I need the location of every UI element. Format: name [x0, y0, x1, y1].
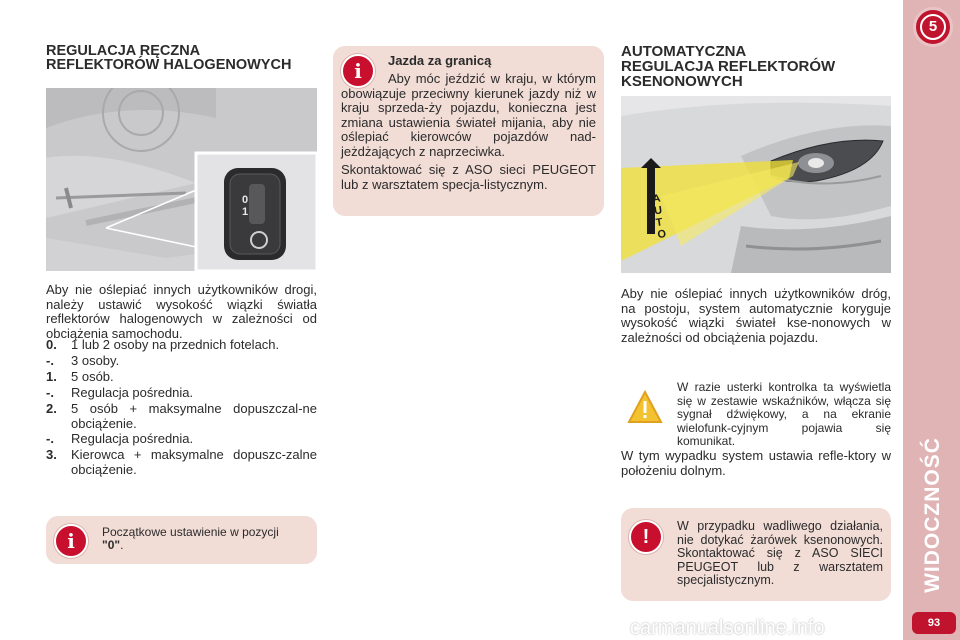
right-heading-line2: REGULACJA REFLEKTORÓW — [621, 58, 836, 75]
car-front-illustration — [621, 96, 891, 273]
right-intro: Aby nie oślepiać innych użytkowników dróg, na postoju, system automatycznie koryguje wysokość wiązki świateł kse-nonowych w zależności od obciążenia pojazdu. — [621, 286, 891, 345]
list-text: Regulacja pośrednia. — [71, 385, 194, 400]
list-text: 3 osoby. — [71, 353, 120, 368]
auto-label: A U T O — [651, 192, 667, 242]
left-heading-line2: REFLEKTORÓW HALOGENOWYCH — [46, 57, 292, 73]
alert-text: W przypadku wadliwego działania, nie dotykać żarówek ksenonowych. Skontaktować się z ASO SIECI PEUGEOT lub z warsztatem specjalistycznym. — [677, 519, 883, 587]
box-para-2: Skontaktować się z ASO sieci PEUGEOT lub z warsztatem specja-listycznym. — [341, 162, 596, 192]
list-text: Regulacja pośrednia. — [71, 431, 194, 446]
chapter-title — [918, 430, 948, 600]
chapter-badge — [913, 7, 953, 47]
chapter-number: 5 — [920, 14, 946, 40]
note-end: . — [120, 538, 124, 552]
list-num: 0. — [46, 337, 57, 352]
box-title: Jazda za granicą — [388, 53, 492, 68]
watermark: carmanualsonline.info — [630, 617, 825, 639]
list-num: 2. — [46, 401, 57, 416]
note-text — [102, 526, 307, 552]
dial-mark-0: 0 — [242, 194, 249, 206]
alert-box — [621, 508, 891, 601]
after-warning-text: W tym wypadku system ustawia refle-ktory w położeniu dolnym. — [621, 448, 891, 478]
dial-mark-1: 1 — [242, 206, 249, 218]
info-icon: i — [341, 54, 375, 88]
warning-text: W razie usterki kontrolka ta wyświetla się w zestawie wskaźników, włącza się sygnał dźwiękowy, a na ekranie wielofunk-cyjnym pojawia się komunikat. — [677, 380, 891, 448]
left-heading-line1: REGULACJA RĘCZNA — [46, 43, 201, 59]
xenon-headlamp-photo — [621, 96, 891, 273]
list-text: Kierowca + maksymalne dopuszc-zalne obciążenie. — [71, 447, 317, 477]
dashboard-illustration — [46, 88, 317, 271]
right-heading-line1: AUTOMATYCZNA — [621, 43, 747, 60]
right-heading — [621, 44, 901, 89]
headlamp-switch-photo — [46, 88, 317, 271]
list-num: 3. — [46, 447, 57, 462]
list-text: 5 osób + maksymalne dopuszczal-ne obciążenie. — [71, 401, 317, 431]
list-text: 1 lub 2 osoby na przednich fotelach. — [71, 337, 280, 352]
list-num: 1. — [46, 369, 57, 384]
chapter-title-text: WIDOCZNOŚĆ — [921, 437, 944, 593]
initial-setting-note — [46, 516, 317, 564]
list-text: 5 osób. — [71, 369, 114, 384]
driving-abroad-box — [333, 46, 604, 216]
warning-icon — [627, 390, 663, 429]
note-value: "0" — [102, 538, 121, 552]
left-heading — [46, 44, 326, 72]
right-heading-line3: KSENONOWYCH — [621, 73, 743, 90]
info-icon: i — [54, 524, 88, 558]
list-num: -. — [46, 385, 54, 400]
list-num: -. — [46, 431, 54, 446]
list-num: -. — [46, 353, 54, 368]
box-para-1: Aby móc jeździć w kraju, w którym obowiązuje przeciwny kierunek jazdy niż w kraju sprzeda-ży pojazdu, konieczna jest zmiana ustawienia świateł mijania, aby nie oślepiać kierowców pojazdów nad-jeżdżających z naprzeciwka. — [341, 71, 596, 159]
alert-icon: ! — [629, 520, 663, 554]
page-number: 93 — [912, 612, 956, 634]
left-intro: Aby nie oślepiać innych użytkowników drogi, należy ustawić wysokość wiązki światła reflektorów halogenowych w zależności od obciążenia samochodu. — [46, 282, 317, 341]
note-text-main: Początkowe ustawienie w pozycji — [102, 525, 279, 539]
